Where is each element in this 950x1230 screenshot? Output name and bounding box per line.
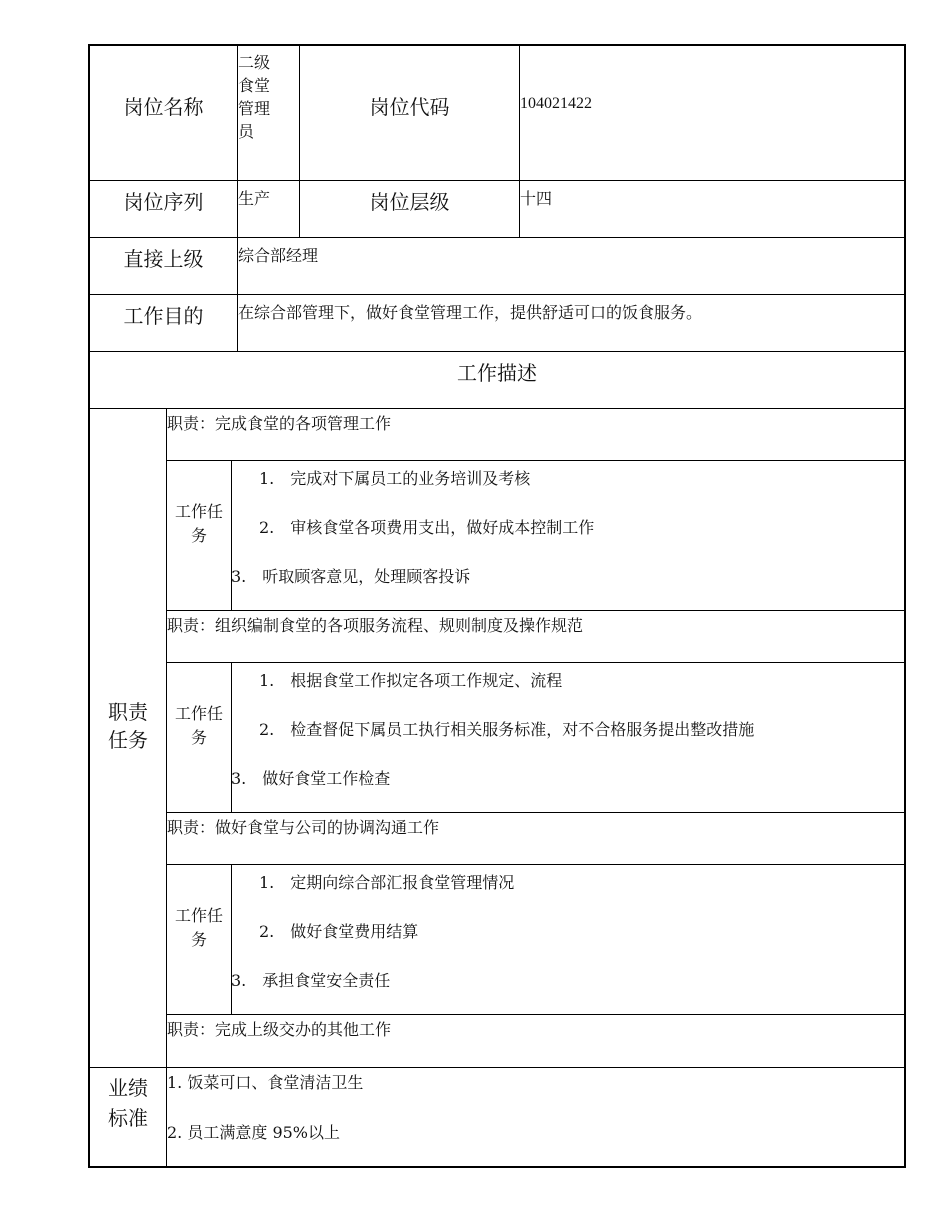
supervisor-label: 直接上级 [123, 247, 204, 271]
performance-label-line: 标准 [108, 1106, 148, 1130]
duties-label [90, 698, 166, 754]
task-label-line: 工作任 [174, 704, 223, 723]
task-label-line: 务 [190, 728, 207, 747]
task-item: 1. 根据食堂工作拟定各项工作规定、流程 [259, 671, 563, 690]
row-divider [90, 351, 904, 352]
task-label-line: 工作任 [174, 906, 223, 925]
task-item: 2. 做好食堂费用结算 [259, 922, 419, 941]
task-label-line: 工作任 [174, 502, 223, 521]
row-divider [166, 1014, 904, 1015]
task-item: 1. 完成对下属员工的业务培训及考核 [259, 469, 531, 488]
duty-title: 职责：完成上级交办的其他工作 [167, 1020, 392, 1039]
task-item: 2. 检查督促下属员工执行相关服务标准，对不合格服务提出整改措施 [259, 720, 755, 739]
position-name-line: 管理 [238, 99, 271, 118]
task-item: 3. 承担食堂安全责任 [231, 971, 391, 990]
duties-label-line: 职责 [108, 700, 148, 724]
row-divider [90, 180, 904, 181]
position-name-line: 员 [238, 122, 255, 141]
row-divider [166, 610, 904, 611]
task-label-line: 务 [190, 930, 207, 949]
row-divider [166, 460, 904, 461]
position-name-line: 二级 [238, 53, 271, 72]
purpose-label: 工作目的 [123, 304, 204, 328]
row-divider [166, 864, 904, 865]
supervisor-value: 综合部经理 [238, 246, 319, 265]
row-divider [90, 1067, 904, 1068]
col-divider [231, 864, 232, 1014]
performance-label-line: 业绩 [108, 1076, 148, 1100]
task-label [167, 702, 231, 750]
row-divider [90, 237, 904, 238]
position-level-label: 岗位层级 [369, 190, 450, 214]
performance-label [90, 1073, 166, 1133]
position-code-label: 岗位代码 [369, 95, 450, 119]
task-item: 2. 审核食堂各项费用支出，做好成本控制工作 [259, 518, 595, 537]
col-divider [231, 460, 232, 610]
section-title: 工作描述 [457, 361, 537, 385]
position-name-line: 食堂 [238, 76, 271, 95]
row-divider [166, 812, 904, 813]
task-label-line: 务 [190, 526, 207, 545]
col-divider [231, 662, 232, 812]
row-divider [166, 662, 904, 663]
position-series-value: 生产 [238, 189, 271, 208]
duty-title: 职责：组织编制食堂的各项服务流程、规则制度及操作规范 [167, 616, 584, 635]
position-name-label: 岗位名称 [123, 95, 204, 119]
task-label [167, 904, 231, 952]
performance-item: 2. 员工满意度 95%以上 [167, 1123, 341, 1142]
position-series-label: 岗位序列 [123, 190, 204, 214]
duty-title: 职责：完成食堂的各项管理工作 [167, 414, 392, 433]
job-description-table [88, 44, 906, 1168]
position-level-value: 十四 [520, 189, 553, 208]
row-divider [90, 294, 904, 295]
position-code-value: 104021422 [520, 95, 592, 112]
purpose-value: 在综合部管理下，做好食堂管理工作，提供舒适可口的饭食服务。 [238, 303, 703, 322]
duties-label-line: 任务 [108, 728, 148, 752]
task-label [167, 500, 231, 548]
position-name-value [238, 51, 270, 143]
task-item: 3. 听取顾客意见，处理顾客投诉 [231, 567, 471, 586]
row-divider [90, 408, 904, 409]
performance-item: 1. 饭菜可口、食堂清洁卫生 [167, 1073, 364, 1092]
task-item: 3. 做好食堂工作检查 [231, 769, 391, 788]
task-item: 1. 定期向综合部汇报食堂管理情况 [259, 873, 515, 892]
duty-title: 职责：做好食堂与公司的协调沟通工作 [167, 818, 440, 837]
